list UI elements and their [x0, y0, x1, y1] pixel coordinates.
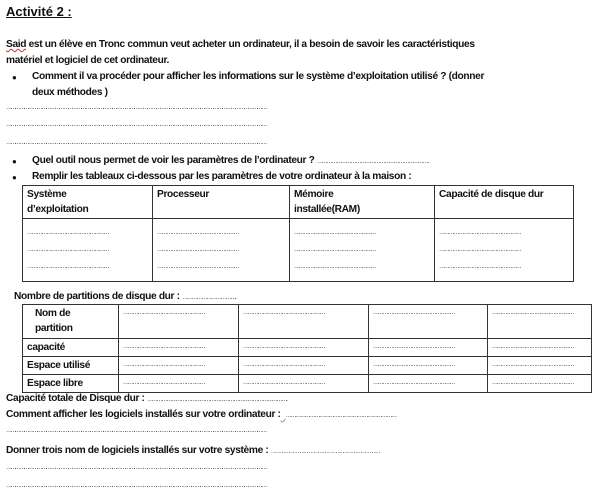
cell[interactable]: ……………………………………………	[239, 357, 369, 375]
cell[interactable]: ……………………………………………	[119, 375, 239, 393]
header-os: Système d’exploitation	[23, 186, 153, 219]
table-row	[23, 357, 592, 375]
table-row	[23, 305, 592, 339]
row-label-partition-name: Nom de partition	[23, 305, 119, 339]
total-capacity: Capacité totale de Disque dur : …………………………………………………………………………….	[6, 393, 287, 404]
cell[interactable]: ……………………………………………	[119, 357, 239, 375]
answer-dots[interactable]: …………………………………………………………….	[317, 159, 428, 165]
processor-cell[interactable]: …………………………………………… …………………………………………… ……………………………………………	[153, 219, 290, 282]
cell[interactable]: ……………………………………………	[488, 375, 592, 393]
row-label-free-space: Espace libre	[23, 375, 119, 393]
cell[interactable]: ……………………………………………	[369, 305, 488, 339]
question-2-text: Quel outil nous permet de voir les paramètres de l’ordinateur ?	[32, 155, 317, 166]
question-2	[32, 153, 577, 170]
question-4: Comment afficher les logiciels installés sur votre ordinateur : ……………………………………………………………	[6, 409, 396, 420]
intro-line-1	[6, 37, 475, 52]
row-label-capacity: capacité	[23, 339, 119, 357]
partitions-table	[22, 304, 592, 393]
cell[interactable]: ……………………………………………	[239, 305, 369, 339]
answer-dots[interactable]: ……………………………………………………………	[285, 413, 396, 419]
answer-line[interactable]: ……………………………………………………………………………………………………………………………………………………………	[6, 105, 266, 111]
ram-cell[interactable]: …………………………………………… …………………………………………… ……………………………………………	[290, 219, 435, 282]
bullet-icon: ●	[12, 73, 17, 82]
answer-dots[interactable]: …………………………….	[182, 295, 236, 301]
answer-line[interactable]: ……………………………………………………………………………………………………………………………………………………………	[6, 428, 266, 434]
computer-parameters-table	[22, 185, 574, 282]
intro-line-2: matériel et logiciel de cet ordinateur.	[6, 55, 169, 66]
cell[interactable]: ……………………………………………	[488, 339, 592, 357]
table-row	[23, 375, 592, 393]
answer-line[interactable]: ……………………………………………………………………………………………………………………………………………………………	[6, 465, 266, 471]
table-row	[23, 219, 574, 282]
partitions-count: Nombre de partitions de disque dur : …………………………….	[14, 291, 236, 302]
header-ram: Mémoire installée(RAM)	[290, 186, 435, 219]
cell[interactable]: ……………………………………………	[488, 305, 592, 339]
intro-text: est un élève en Tronc commun veut acheter un ordinateur, il a besoin de savoir les caractéristiques	[26, 39, 475, 50]
row-label-used-space: Espace utilisé	[23, 357, 119, 375]
activity-title: Activité 2 :	[6, 4, 72, 19]
answer-line[interactable]: ……………………………………………………………………………………………………………………………………………………………	[6, 483, 266, 489]
cell[interactable]: ……………………………………………	[369, 339, 488, 357]
answer-dots[interactable]: …………………………………………………………………………….	[147, 397, 287, 403]
question-3: Remplir les tableaux ci-dessous par les paramètres de votre ordinateur à la maison :	[32, 171, 412, 182]
cell[interactable]: ……………………………………………	[369, 375, 488, 393]
disk-cell[interactable]: …………………………………………… …………………………………………… ……………………………………………	[435, 219, 574, 282]
question-5: Donner trois nom de logiciels installés sur votre système : ……………………………………………………………………………….	[6, 445, 379, 456]
header-disk: Capacité de disque dur	[435, 186, 574, 219]
cell[interactable]: ……………………………………………	[239, 375, 369, 393]
answer-line[interactable]: ……………………………………………………………………………………………………………………………………………………………	[6, 122, 266, 128]
intro-name: Said	[6, 39, 27, 50]
cell[interactable]: ……………………………………………	[369, 357, 488, 375]
table-header-row	[23, 186, 574, 219]
question-1-line-1: Comment il va procéder pour afficher les informations sur le système d’exploitation utilisé ? (donner	[32, 71, 485, 82]
cell[interactable]: ……………………………………………	[119, 305, 239, 339]
question-1-line-2: deux méthodes )	[32, 87, 108, 98]
cell[interactable]: ……………………………………………	[488, 357, 592, 375]
answer-dots[interactable]: ……………………………………………………………………………….	[270, 449, 379, 455]
bullet-icon: ●	[12, 173, 17, 182]
cell[interactable]: ……………………………………………	[119, 339, 239, 357]
header-processor: Processeur	[153, 186, 290, 219]
bullet-icon: ●	[12, 157, 17, 166]
os-cell[interactable]: …………………………………………… …………………………………………… ……………………………………………	[23, 219, 153, 282]
answer-line[interactable]: ……………………………………………………………………………………………………………………………………………………………	[6, 140, 266, 146]
table-row	[23, 339, 592, 357]
cell[interactable]: ……………………………………………	[239, 339, 369, 357]
